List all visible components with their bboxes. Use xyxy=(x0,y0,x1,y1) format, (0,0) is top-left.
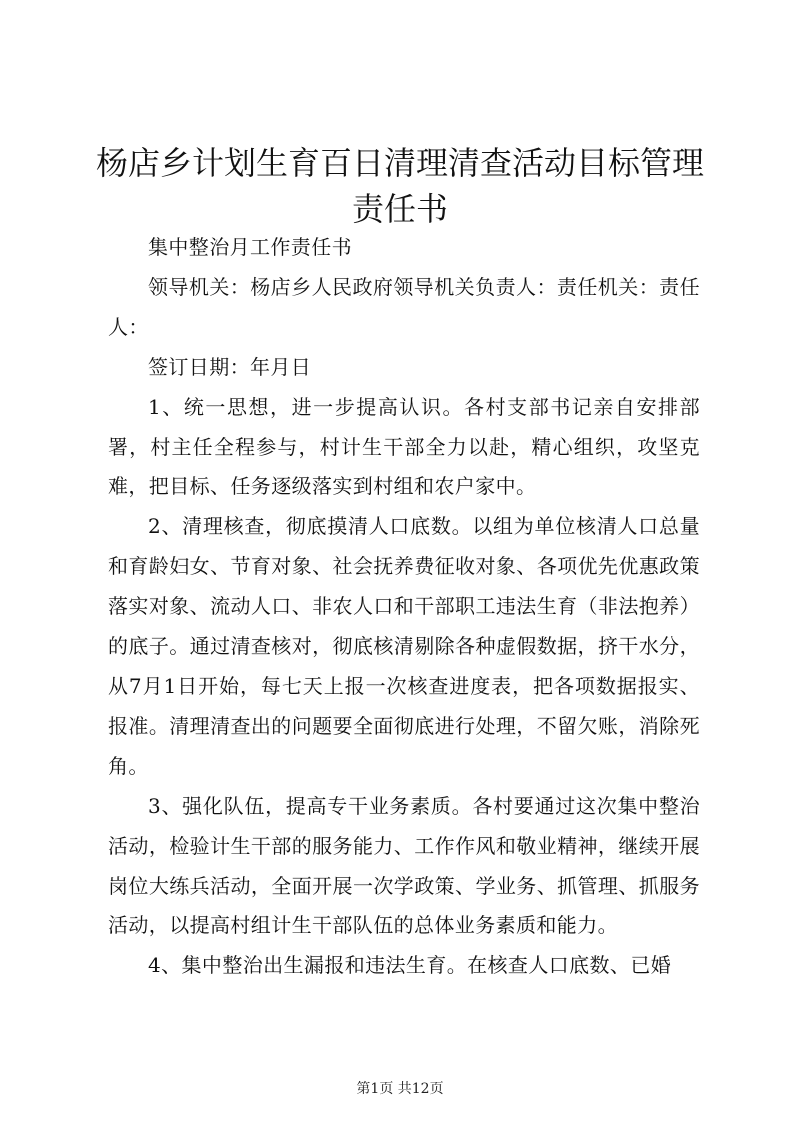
page-number-label: 第1页 共12页 xyxy=(356,1081,444,1097)
paragraph-leadership: 领导机关：杨店乡人民政府领导机关负责人：责任机关：责任人： xyxy=(108,274,700,339)
document-body xyxy=(108,228,700,986)
paragraph-item-2: 2、清理核查，彻底摸清人口底数。以组为单位核清人口总量和育龄妇女、节育对象、社会抚养费征收对象、各项优先优惠政策落实对象、流动人口、非农人口和干部职工违法生育（非法抱养）的底子。通过清查核对，彻底核清剔除各种虚假数据，挤干水分，从7月1日开始，每七天上报一次核查进度表，把各项数据报实、报准。清理清查出的问题要全面彻底进行处理，不留欠账，消除死角。 xyxy=(108,514,700,778)
paragraph-subtitle: 集中整治月工作责任书 xyxy=(148,235,352,259)
document-title: 杨店乡计划生育百日清理清查活动目标管理责任书 xyxy=(95,144,704,228)
paragraph-sign-date: 签订日期：年月日 xyxy=(148,354,312,379)
page-footer xyxy=(0,1080,800,1098)
paragraph-item-4: 4、集中整治出生漏报和违法生育。在核查人口底数、已婚 xyxy=(148,953,672,978)
paragraph-item-1: 1、统一思想，进一步提高认识。各村支部书记亲自安排部署，村主任全程参与，村计生干部全力以赴，精心组织，攻坚克难，把目标、任务逐级落实到村组和农户家中。 xyxy=(108,394,700,499)
paragraph-item-3: 3、强化队伍，提高专干业务素质。各村要通过这次集中整治活动，检验计生干部的服务能力、工作作风和敬业精神，继续开展岗位大练兵活动，全面开展一次学政策、学业务、抓管理、抓服务活动，以提高村组计生干部队伍的总体业务素质和能力。 xyxy=(108,793,700,938)
